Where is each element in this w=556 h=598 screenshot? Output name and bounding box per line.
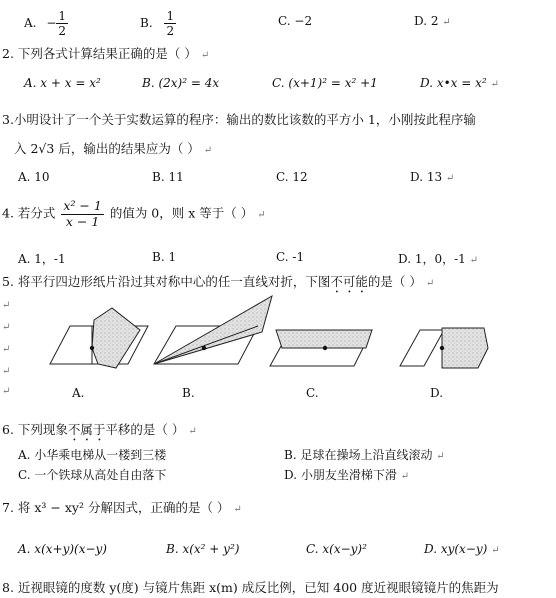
- q1-option-c: C. −2: [278, 14, 313, 28]
- figure-c: [270, 330, 372, 366]
- q7-option-a: A. x(x+y)(x−y): [18, 542, 107, 556]
- q5-option-a: A.: [72, 386, 85, 400]
- q5-figures: [0, 292, 556, 382]
- q2-option-b: B. (2x)² = 4x: [142, 76, 220, 90]
- figure-d: [400, 328, 488, 368]
- q1-option-a: A. − $\frac{1}{2}$: [24, 9, 67, 38]
- q7-option-c: C. x(x−y)²: [306, 542, 367, 556]
- q3-option-d: D. 13 ↵: [410, 170, 455, 184]
- return-mark: ↵: [2, 300, 11, 311]
- q3-option-b: B. 11: [152, 170, 184, 184]
- q7-option-d: D. xy(x−y) ↵: [424, 542, 500, 556]
- q5-stem: 5. 将平行四边形纸片沿过其对称中心的任一直线对折，下图不可能的是（ ） ↵: [2, 274, 435, 289]
- q4-option-c: C. -1: [276, 250, 305, 264]
- figure-b: [154, 296, 272, 364]
- q5-option-b: B.: [182, 386, 195, 400]
- q6-option-b: B. 足球在操场上沿直线滚动 ↵: [284, 448, 445, 462]
- return-mark: ↵: [2, 344, 11, 355]
- q7-stem: 7. 将 x³ − xy² 分解因式，正确的是（ ） ↵: [2, 500, 242, 515]
- q2-option-c: C. (x+1)² = x² +1: [272, 76, 378, 90]
- q6-option-a: A. 小华乘电梯从一楼到三楼: [18, 448, 167, 462]
- return-mark: ↵: [2, 386, 11, 397]
- q8-stem: 8. 近视眼镜的度数 y(度) 与镜片焦距 x(m) 成反比例，已知 400 度近视眼镜镜片的焦距为: [2, 580, 499, 595]
- q4-option-a: A. 1，-1: [18, 252, 66, 266]
- q5-option-c: C.: [306, 386, 319, 400]
- q2-option-d: D. x•x = x² ↵: [420, 76, 499, 90]
- q5-option-d: D.: [430, 386, 444, 400]
- q4-option-d: D. 1，0，-1 ↵: [398, 252, 479, 266]
- q3-option-c: C. 12: [276, 170, 308, 184]
- q6-option-c: C. 一个铁球从高处自由落下: [18, 468, 167, 482]
- q2-stem: 2. 下列各式计算结果正确的是（ ） ↵: [2, 46, 210, 61]
- q6-stem: 6. 下列现象不属于平移的是（ ） ↵: [2, 422, 197, 437]
- q7-option-b: B. x(x² + y²): [166, 542, 240, 556]
- return-mark: ↵: [2, 322, 11, 333]
- q2-option-a: A. x + x = x²: [24, 76, 101, 90]
- q4-option-b: B. 1: [152, 250, 177, 264]
- q6-option-d: D. 小朋友坐滑梯下滑 ↵: [284, 468, 410, 482]
- q1-option-b: B. $\frac{1}{2}$: [140, 9, 175, 38]
- q4-stem: 4. 若分式 $\frac{\text{x² − 1}}{x - 1}$ 的值为 0，则 x 等于（ ） ↵: [2, 198, 266, 229]
- q3-stem-line2: 入 2√3 后，输出的结果应为（ ） ↵: [14, 141, 213, 156]
- figure-a: [50, 308, 148, 368]
- q3-stem-line1: 3.小明设计了一个关于实数运算的程序：输出的数比该数的平方小 1，小刚按此程序输: [2, 112, 476, 127]
- q3-option-a: A. 10: [18, 170, 50, 184]
- q1-option-d: D. 2 ↵: [414, 14, 451, 28]
- return-mark: ↵: [2, 366, 11, 377]
